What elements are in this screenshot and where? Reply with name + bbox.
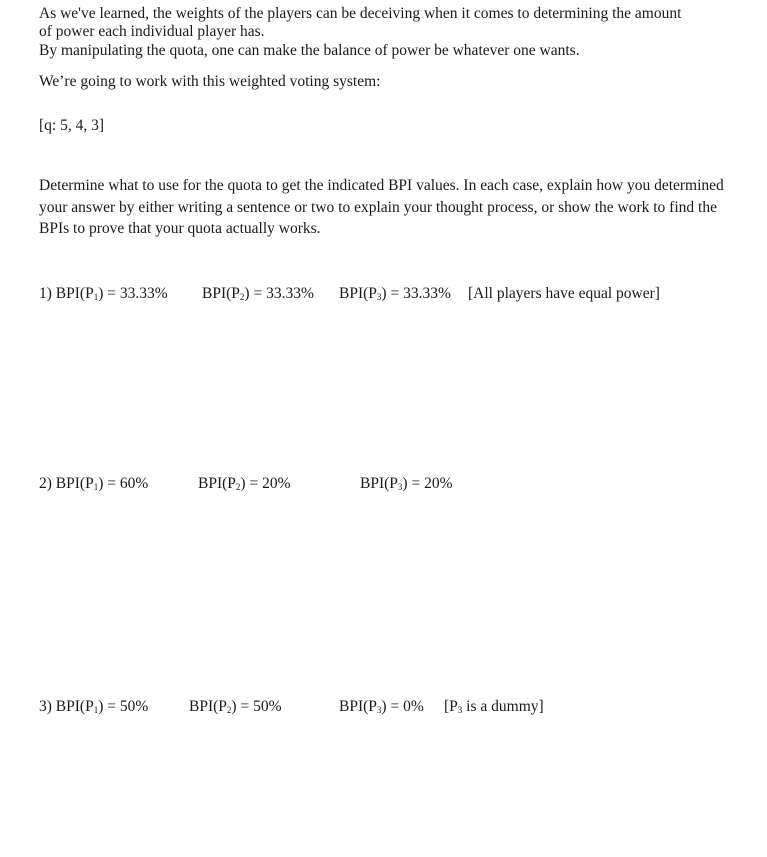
- problem-2-bpi-p2: [198, 474, 290, 494]
- bpi-equals: ) =: [402, 475, 425, 492]
- bpi-value: 33.33%: [266, 285, 314, 302]
- bpi-label: BPI(P: [360, 475, 398, 492]
- problem-1: [39, 284, 739, 304]
- bpi-label: BPI(P: [339, 698, 377, 715]
- bpi-value: 50%: [119, 698, 149, 715]
- problem-3-bpi-p2: [189, 697, 281, 717]
- bpi-value: 60%: [119, 475, 149, 492]
- bpi-label: BPI(P: [339, 285, 377, 302]
- bpi-value: 33.33%: [119, 285, 168, 302]
- bpi-value: 20%: [424, 475, 453, 492]
- intro-line-3: By manipulating the quota, one can make the balance of power be whatever one wants.: [39, 42, 580, 59]
- bpi-label: BPI(P: [55, 698, 94, 715]
- problem-2-bpi-p1: [39, 474, 148, 494]
- problem-3: [39, 697, 739, 717]
- problem-1-bpi-p3: [339, 284, 451, 304]
- player-subscript: 2: [239, 292, 245, 302]
- bpi-label: BPI(P: [189, 698, 227, 715]
- intro-line-2: of power each individual player has.: [39, 23, 265, 40]
- problem-1-bpi-p1: [39, 284, 168, 304]
- player-subscript: 3: [457, 705, 463, 715]
- system-lead: We’re going to work with this weighted voting system:: [39, 73, 381, 90]
- bpi-equals: ) =: [98, 285, 120, 302]
- player-subscript: 2: [235, 482, 241, 492]
- instructions-paragraph: Determine what to use for the quota to get the indicated BPI values. In each case, explain how you determined your answer by either writing a sentence or two to explain your thought process, or show the work to find the BPIs to prove that your quota actually works.: [39, 177, 724, 237]
- bpi-label: BPI(P: [198, 475, 236, 492]
- note-open: [P: [444, 698, 458, 715]
- player-subscript: 1: [93, 292, 99, 302]
- bpi-equals: ) =: [231, 698, 254, 715]
- bpi-equals: ) =: [98, 475, 120, 492]
- intro-line-1: As we've learned, the weights of the players can be deceiving when it comes to determining the amount: [39, 5, 682, 22]
- problem-3-bpi-p1: [39, 697, 148, 717]
- voting-system-notation: [q: 5, 4, 3]: [39, 117, 105, 134]
- player-subscript: 3: [376, 292, 382, 302]
- player-subscript: 3: [397, 482, 403, 492]
- problem-2: [39, 474, 739, 494]
- problem-3-note: [444, 697, 544, 717]
- bpi-value: 0%: [403, 698, 424, 715]
- player-subscript: 1: [93, 705, 99, 715]
- player-subscript: 1: [93, 482, 99, 492]
- bpi-equals: ) =: [240, 475, 263, 492]
- bpi-equals: ) =: [381, 285, 404, 302]
- bpi-value: 33.33%: [403, 285, 451, 302]
- problem-number: 3): [39, 698, 52, 715]
- bpi-value: 50%: [253, 698, 282, 715]
- bpi-label: BPI(P: [202, 285, 240, 302]
- bpi-equals: ) =: [98, 698, 120, 715]
- player-subscript: 2: [226, 705, 232, 715]
- problem-2-bpi-p3: [360, 474, 452, 494]
- bpi-value: 20%: [262, 475, 291, 492]
- note-rest: is a dummy]: [462, 698, 544, 715]
- bpi-label: BPI(P: [55, 475, 94, 492]
- problem-number: 2): [39, 475, 52, 492]
- bpi-equals: ) =: [381, 698, 404, 715]
- bpi-equals: ) =: [244, 285, 267, 302]
- player-subscript: 3: [376, 705, 382, 715]
- bpi-label: BPI(P: [55, 285, 94, 302]
- problem-1-bpi-p2: [202, 284, 314, 304]
- problem-3-bpi-p3: [339, 697, 424, 717]
- problem-number: 1): [39, 285, 52, 302]
- problem-1-note: [All players have equal power]: [468, 285, 660, 302]
